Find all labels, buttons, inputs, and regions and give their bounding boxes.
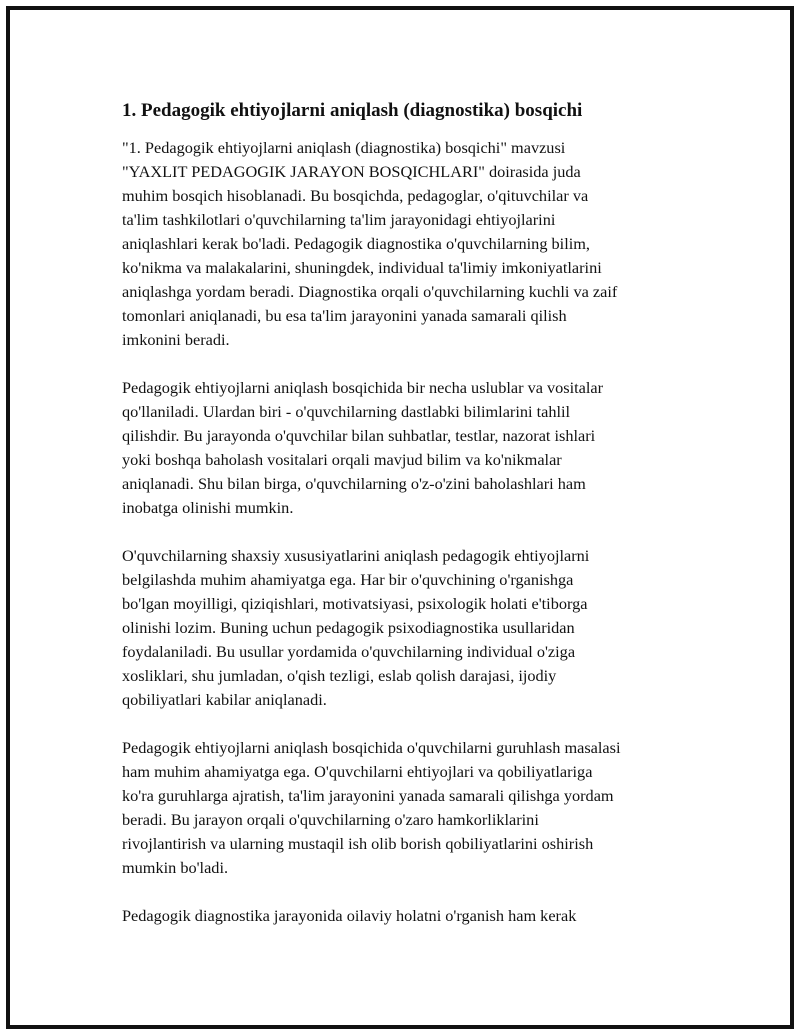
paragraph-1 [122,136,670,352]
document-body [122,98,670,952]
text-line: Pedagogik diagnostika jarayonida oilaviy holatni o'rganish ham kerak [122,906,577,925]
text-line: ta'lim tashkilotlari o'quvchilarning ta'lim jarayonidagi ehtiyojlarini [122,210,556,229]
text-line: muhim bosqich hisoblanadi. Bu bosqichda, pedagoglar, o'qituvchilar va [122,186,589,205]
text-line: ko'nikma va malakalarini, shuningdek, individual ta'limiy imkoniyatlarini [122,258,602,277]
paragraph-5 [122,904,670,928]
page-frame [6,6,794,1029]
text-line: yoki boshqa baholash vositalari orqali mavjud bilim va ko'nikmalar [122,450,562,469]
text-line: bo'lgan moyilligi, qiziqishlari, motivatsiyasi, psixologik holati e'tiborga [122,594,588,613]
text-line: "YAXLIT PEDAGOGIK JARAYON BOSQICHLARI" doirasida juda [122,162,581,181]
text-line: mumkin bo'ladi. [122,858,229,877]
text-line: xosliklari, shu jumladan, o'qish tezligi, eslab qolish darajasi, ijodiy [122,666,557,685]
text-line: imkonini beradi. [122,330,230,349]
text-line: Pedagogik ehtiyojlarni aniqlash bosqichida bir necha uslublar va vositalar [122,378,604,397]
text-line: qobiliyatlari kabilar aniqlanadi. [122,690,327,709]
paragraph-4 [122,736,670,880]
text-line: aniqlashlari kerak bo'ladi. Pedagogik diagnostika o'quvchilarning bilim, [122,234,590,253]
text-line: olinishi lozim. Buning uchun pedagogik psixodiagnostika usullaridan [122,618,575,637]
text-line: qo'llaniladi. Ulardan biri - o'quvchilarning dastlabki bilimlarini tahlil [122,402,571,421]
paragraph-3 [122,544,670,712]
text-line: Pedagogik ehtiyojlarni aniqlash bosqichida o'quvchilarni guruhlash masalasi [122,738,621,757]
text-line: ko'ra guruhlarga ajratish, ta'lim jarayonini yanada samarali qilishga yordam [122,786,614,805]
text-line: aniqlanadi. Shu bilan birga, o'quvchilarning o'z-o'zini baholashlari ham [122,474,586,493]
text-line: beradi. Bu jarayon orqali o'quvchilarning o'zaro hamkorliklarini [122,810,539,829]
document-title: 1. Pedagogik ehtiyojlarni aniqlash (diagnostika) bosqichi [122,100,583,121]
text-line: qilishdir. Bu jarayonda o'quvchilar bilan suhbatlar, testlar, nazorat ishlari [122,426,596,445]
text-line: tomonlari aniqlanadi, bu esa ta'lim jarayonini yanada samarali qilish [122,306,567,325]
text-line: O'quvchilarning shaxsiy xususiyatlarini aniqlash pedagogik ehtiyojlarni [122,546,590,565]
text-line: rivojlantirish va ularning mustaqil ish olib borish qobiliyatlarini oshirish [122,834,594,853]
paragraph-2 [122,376,670,520]
text-line: "1. Pedagogik ehtiyojlarni aniqlash (diagnostika) bosqichi" mavzusi [122,138,566,157]
text-line: aniqlashga yordam beradi. Diagnostika orqali o'quvchilarning kuchli va zaif [122,282,618,301]
text-line: inobatga olinishi mumkin. [122,498,294,517]
text-line: belgilashda muhim ahamiyatga ega. Har bir o'quvchining o'rganishga [122,570,574,589]
text-line: foydalaniladi. Bu usullar yordamida o'quvchilarning individual o'ziga [122,642,576,661]
text-line: ham muhim ahamiyatga ega. O'quvchilarni ehtiyojlari va qobiliyatlariga [122,762,593,781]
